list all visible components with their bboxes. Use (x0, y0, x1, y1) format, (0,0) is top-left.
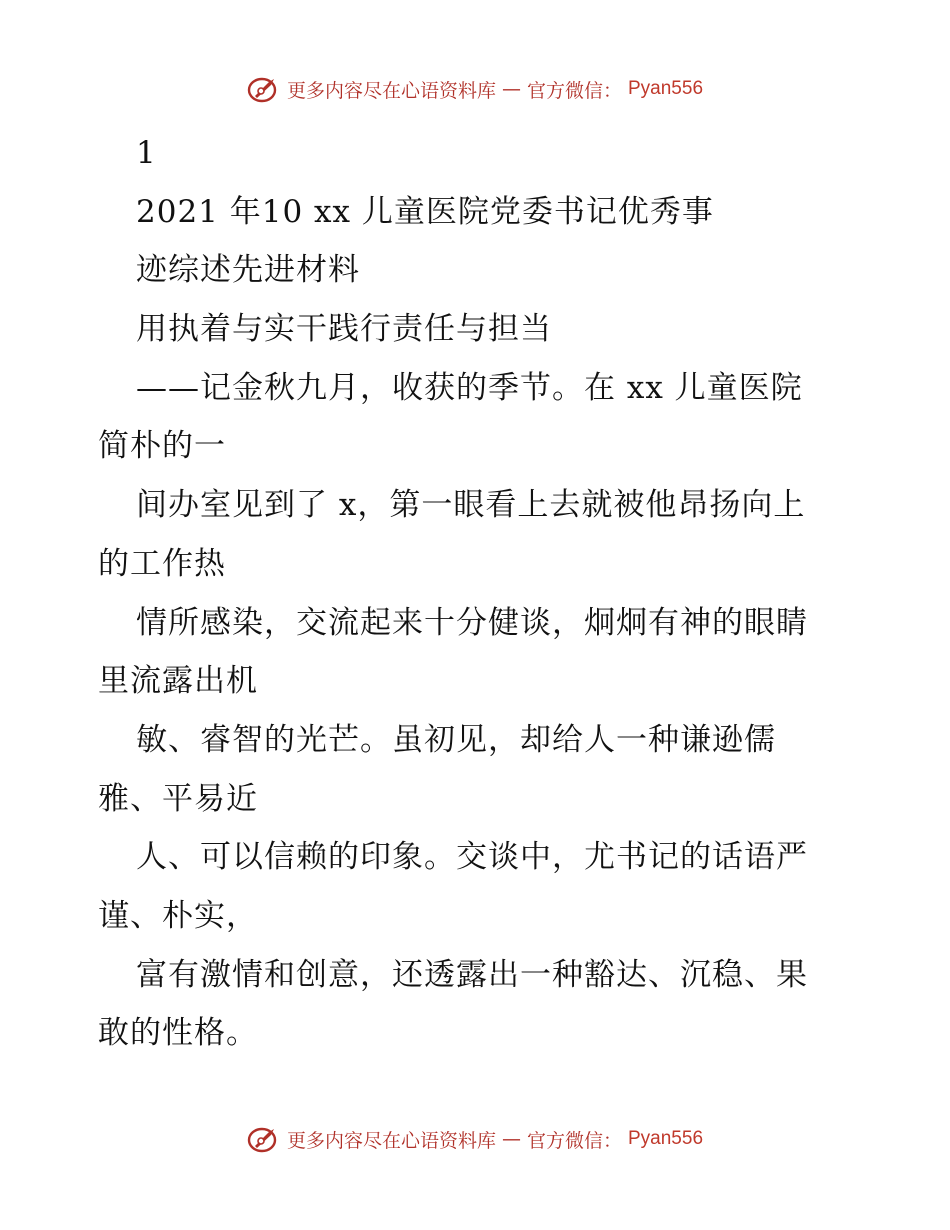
watermark-text: 更多内容尽在心语资料库 (286, 1129, 496, 1152)
page-number-line: 1 (136, 135, 157, 171)
paragraph-line: 人、可以信赖的印象。交谈中，尤书记的话语严 (136, 839, 808, 876)
paragraph-line: 情所感染，交流起来十分健谈，炯炯有神的眼睛 (136, 604, 808, 641)
subtitle-line: 用执着与实干践行责任与担当 (136, 311, 552, 348)
title-line-2: 迹综述先进材料 (136, 252, 360, 289)
header-watermark (0, 74, 950, 104)
watermark-label: 官方微信： (526, 79, 622, 102)
watermark-text: 更多内容尽在心语资料库 (286, 79, 496, 102)
paragraph-line: 敢的性格。 (98, 1015, 258, 1052)
watermark-label: 官方微信： (526, 1129, 622, 1152)
paragraph-line: 雅、平易近 (98, 780, 258, 817)
watermark-separator: — (501, 78, 521, 100)
footer-watermark (0, 1124, 950, 1154)
paragraph-line: 的工作热 (98, 545, 226, 582)
brush-pen-logo-icon (247, 74, 281, 104)
watermark-separator: — (501, 1128, 521, 1150)
paragraph-line: 间办室见到了 x，第一眼看上去就被他昂扬向上 (136, 487, 806, 524)
paragraph-line: ——记金秋九月，收获的季节。在 xx 儿童医院 (136, 369, 803, 406)
paragraph-line: 敏、睿智的光芒。虽初见，却给人一种谦逊儒 (136, 721, 776, 758)
watermark-wechat-id: Pyan556 (628, 78, 704, 99)
paragraph-line: 谨、朴实， (98, 897, 258, 934)
paragraph-line: 里流露出机 (98, 663, 258, 700)
title-line-1: 2021 年10 xx 儿童医院党委书记优秀事 (136, 193, 714, 230)
paragraph-line: 简朴的一 (98, 428, 226, 465)
paragraph-line: 富有激情和创意，还透露出一种豁达、沉稳、果 (136, 956, 808, 993)
watermark-wechat-id: Pyan556 (628, 1128, 704, 1149)
document-body (98, 124, 858, 1063)
brush-pen-logo-icon (247, 1124, 281, 1154)
